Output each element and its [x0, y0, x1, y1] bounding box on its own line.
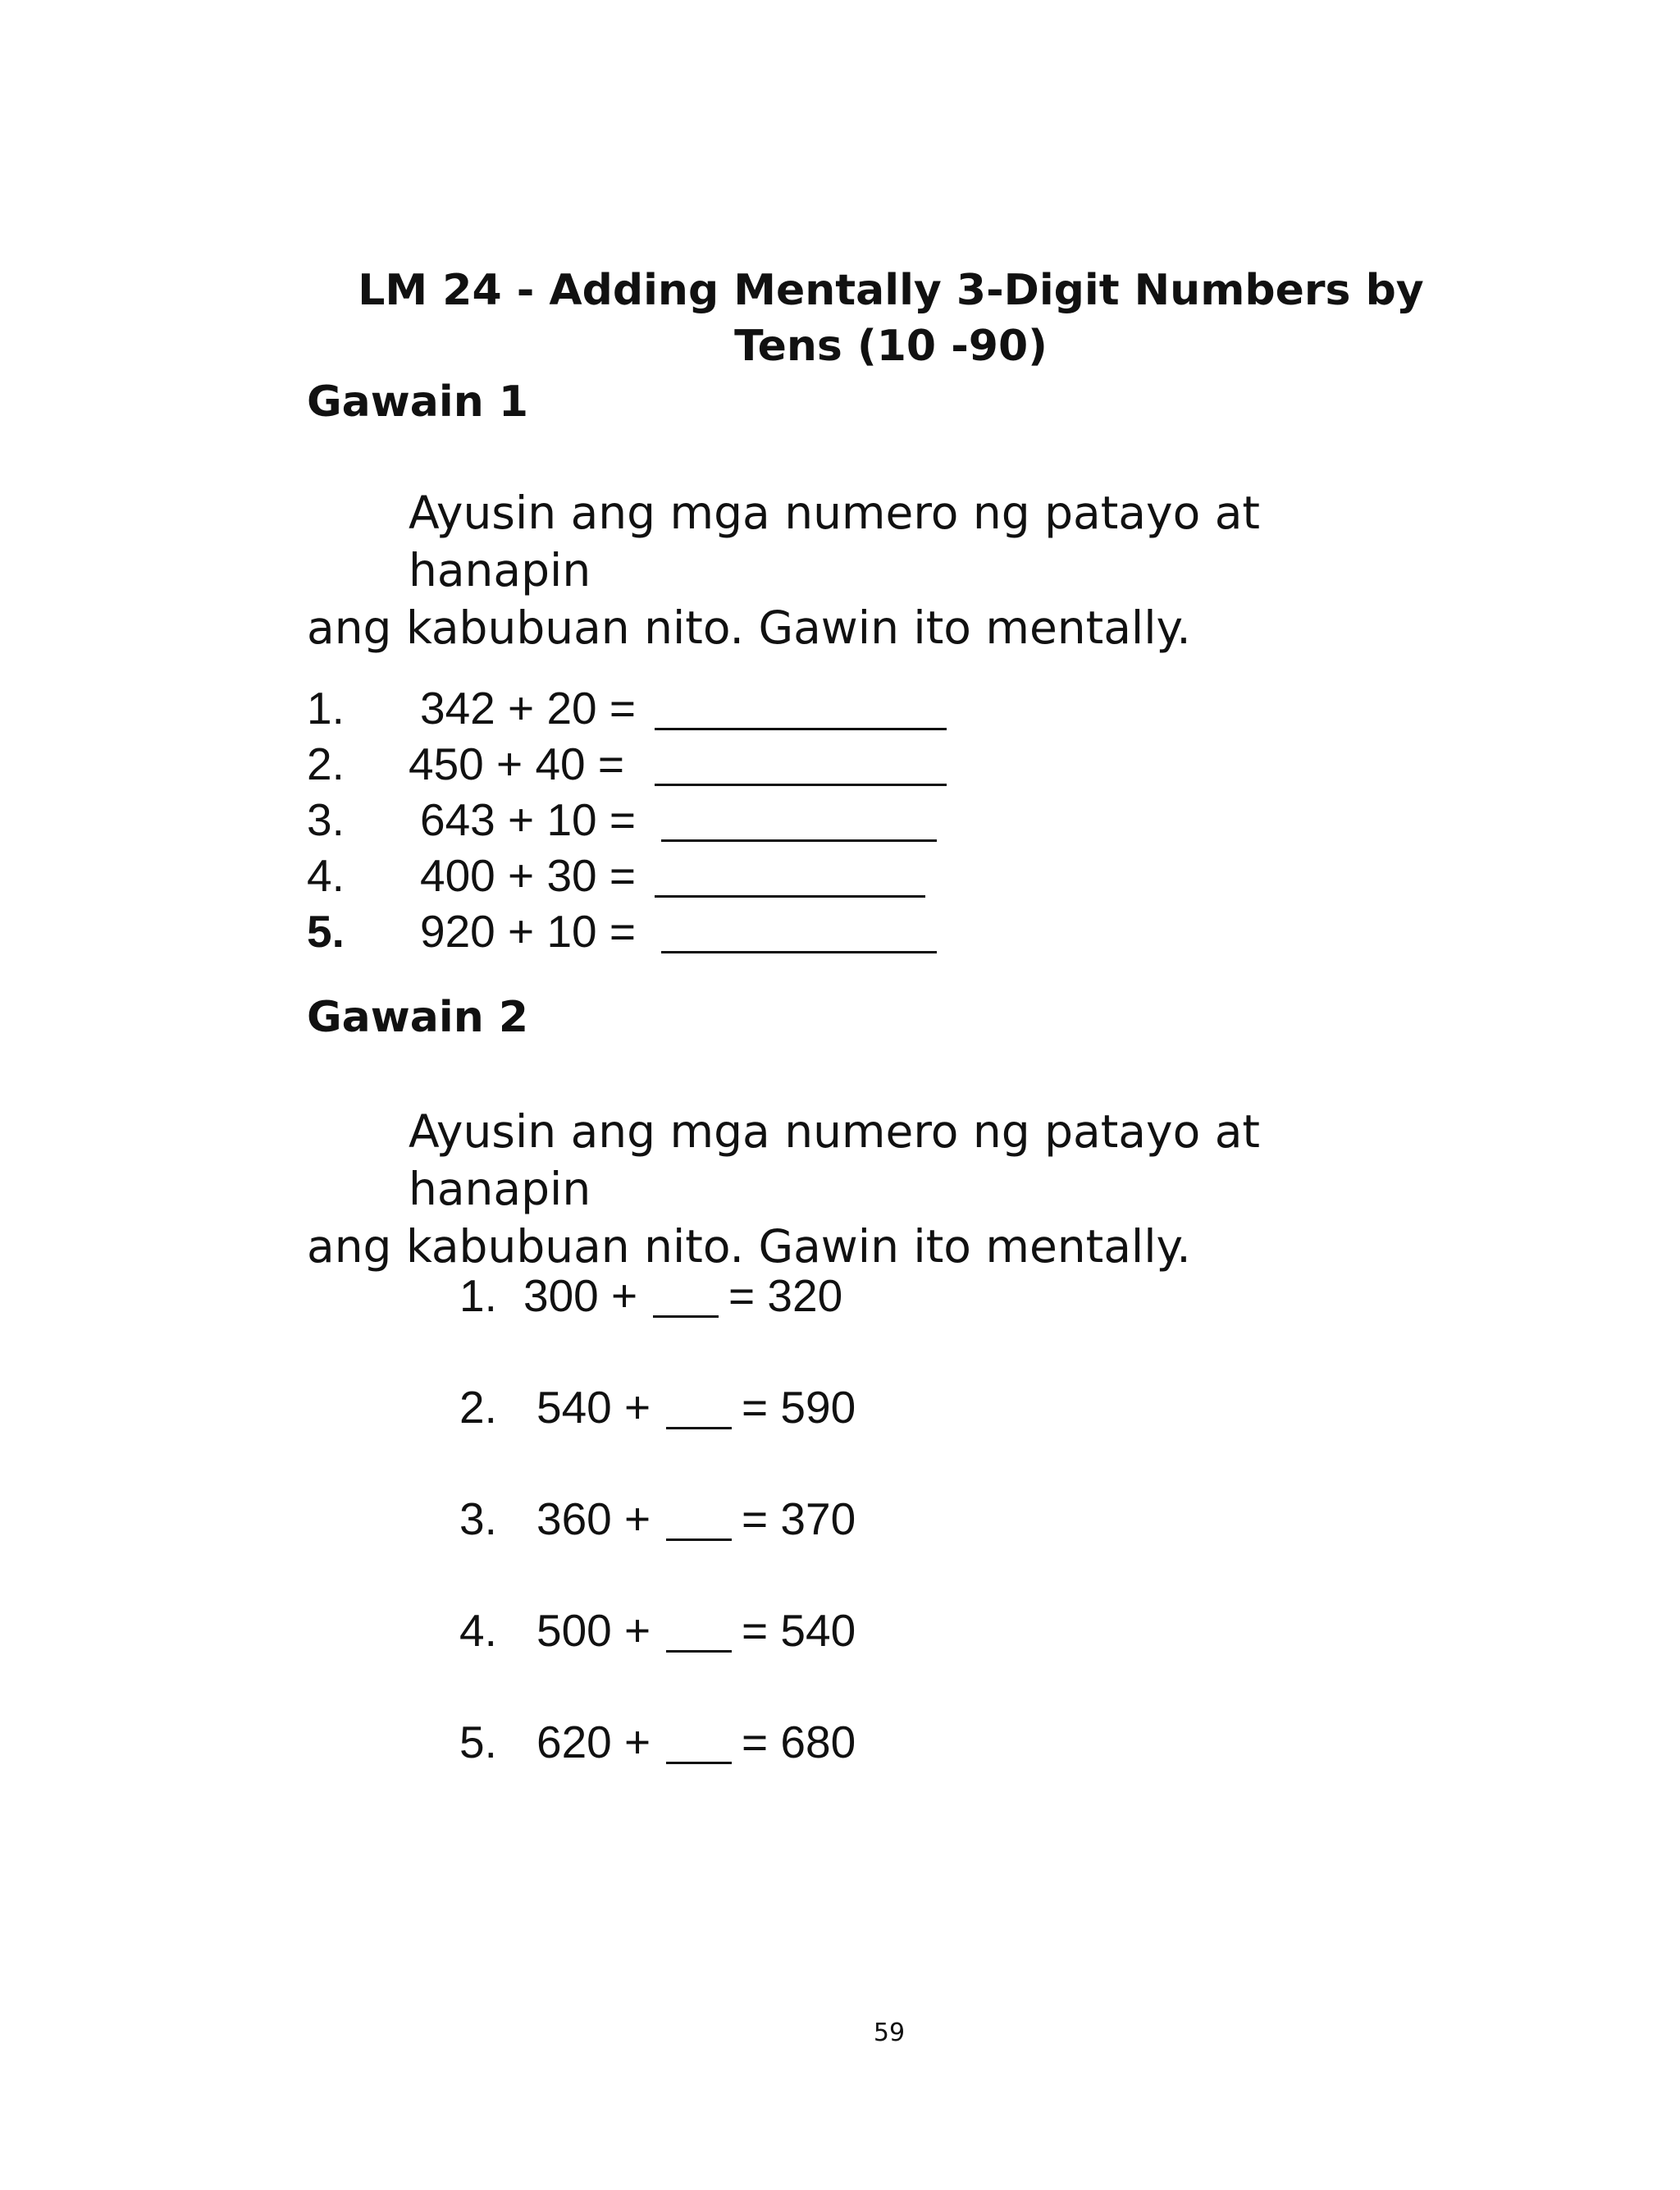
item-result: = 590: [742, 1382, 856, 1433]
item-expression: 400 + 30 =: [420, 850, 637, 901]
item-number: 5.: [307, 906, 345, 957]
gawain-1-instruction-line-2: ang kabubuan nito. Gawin ito mentally.: [307, 601, 1191, 654]
answer-blank[interactable]: [666, 1538, 732, 1541]
item-number: 2.: [459, 1382, 497, 1433]
gawain-2-instruction-line-1: Ayusin ang mga numero ng patayo at hanapin: [409, 1105, 1260, 1215]
gawain-1-heading: Gawain 1: [307, 377, 529, 427]
gawain-2-instruction-line-2: ang kabubuan nito. Gawin ito mentally.: [307, 1220, 1191, 1273]
item-number: 3.: [307, 794, 345, 845]
item-number: 2.: [307, 738, 345, 789]
item-number: 4.: [307, 850, 345, 901]
item-addend: 300 +: [523, 1270, 638, 1321]
item-result: = 370: [742, 1493, 856, 1544]
item-addend: 500 +: [536, 1605, 651, 1656]
answer-blank[interactable]: [655, 895, 925, 898]
answer-blank[interactable]: [655, 784, 947, 786]
item-addend: 620 +: [536, 1717, 651, 1767]
item-number: 1.: [459, 1270, 497, 1321]
item-number: 1.: [307, 683, 345, 734]
item-number: 4.: [459, 1605, 497, 1656]
page-number: 59: [873, 2019, 906, 2047]
answer-blank[interactable]: [661, 951, 937, 953]
item-expression: 450 + 40 =: [409, 738, 625, 789]
item-expression: 920 + 10 =: [420, 906, 637, 957]
item-number: 5.: [459, 1717, 497, 1767]
item-addend: 540 +: [536, 1382, 651, 1433]
gawain-1-instruction-line-1: Ayusin ang mga numero ng patayo at hanapin: [409, 487, 1260, 597]
gawain-2-instruction: [307, 1103, 1455, 1275]
lesson-title-line-1: LM 24 - Adding Mentally 3-Digit Numbers by: [358, 266, 1424, 315]
answer-blank[interactable]: [653, 1315, 719, 1318]
item-result: = 320: [728, 1270, 843, 1321]
answer-blank[interactable]: [661, 839, 937, 842]
gawain-1-instruction: [307, 484, 1455, 656]
item-expression: 342 + 20 =: [420, 683, 637, 734]
answer-blank[interactable]: [666, 1427, 732, 1429]
answer-blank[interactable]: [655, 728, 947, 730]
item-expression: 643 + 10 =: [420, 794, 637, 845]
gawain-2-heading: Gawain 2: [307, 993, 529, 1042]
item-addend: 360 +: [536, 1493, 651, 1544]
item-number: 3.: [459, 1493, 497, 1544]
item-result: = 540: [742, 1605, 856, 1656]
answer-blank[interactable]: [666, 1650, 732, 1653]
lesson-title-line-2: Tens (10 -90): [734, 322, 1048, 371]
item-result: = 680: [742, 1717, 856, 1767]
answer-blank[interactable]: [666, 1762, 732, 1764]
